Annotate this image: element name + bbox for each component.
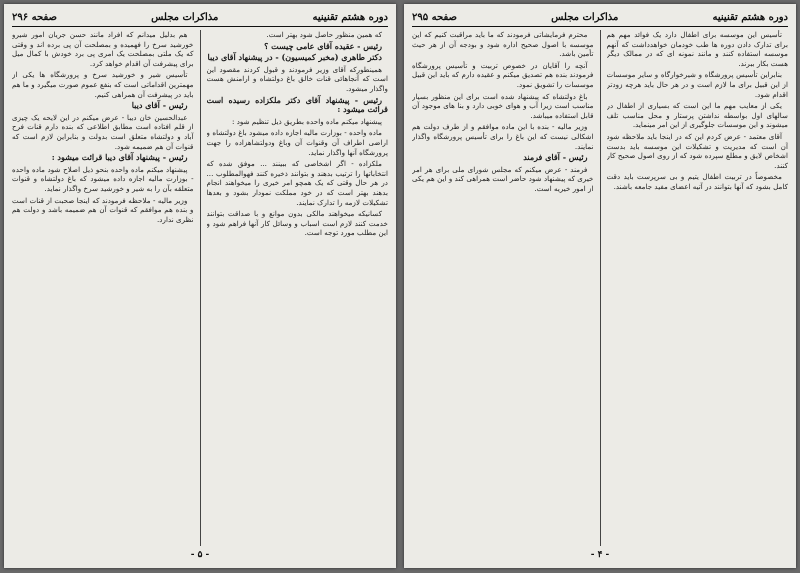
- right-title: مذاکرات مجلس: [551, 11, 619, 23]
- paragraph: آنچه را آقایان در خصوص تربیت و تأسیس پرورشگاه فرمودند بنده هم تصدیق میکنم و عقیده دارم که باید این قبیل موسسات را تشویق نمود.: [412, 60, 594, 89]
- paragraph: محترم فرمایشاتی فرمودند که ما باید مراقبت کنیم که این موسسه با اصول صحیح اداره شود و بودجه آن از هر حیث تأمین باشد.: [412, 30, 594, 59]
- left-page-number: صفحه ۲۹۶: [12, 11, 57, 23]
- left-page-footer: - ۵ -: [190, 550, 210, 560]
- column-divider: [200, 30, 201, 546]
- paragraph: باغ دولتشاه که پیشنهاد شده است برای این منظور بسیار مناسب است زیرا آب و هوای خوبی دارد و بنا های موجود آن قابل استفاده میباشد.: [412, 91, 594, 120]
- right-period-label: دوره هشتم تقنینیه: [712, 11, 788, 23]
- paragraph: رئیس - پیشنهاد آقای دکتر ملکزاده رسیده است قرائت میشود :: [206, 94, 388, 115]
- left-title: مذاکرات مجلس: [151, 11, 219, 23]
- paragraph: رئیس - آقای فرمند: [523, 152, 588, 163]
- paragraph: عبدالحسین خان دیبا - عرض میکنم در این لایحه یک چیزی از قلم افتاده است مطابق اطلاعی که بنده دارم قنات فرح آباد و دولتشاه متعلق است بدولت و بنابراین لازم است که قنوات آن هم ضمیمه شود.: [12, 112, 194, 151]
- column-divider: [600, 30, 601, 546]
- left-page: [4, 4, 396, 568]
- paragraph: تأسیس شیر و خورشید سرخ و پرورشگاه ها یکی از مهمترین اقداماتی است که بنفع عموم صورت میگیرد و ما هم باید در پیشرفت آن همراهی کنیم.: [12, 70, 194, 99]
- paragraph: رئیس - عقیده آقای عامی چیست ؟: [264, 40, 382, 51]
- left-period-label: دوره هشتم تقنینیه: [312, 11, 388, 23]
- paragraph: پیشنهاد میکنم ماده واحده بطریق ذیل تنظیم شود :: [231, 116, 382, 126]
- paragraph: بنابراین تأسیس پرورشگاه و شیرخوارگاه و سایر موسسات از این قبیل برای ما لازم است و در هر حال باید هرچه زودتر اقدام شود.: [606, 70, 788, 99]
- paragraph: پیشنهاد میکنم ماده واحده بنحو ذیل اصلاح شود ماده واحده - بوزارت مالیه اجازه داده میشود که باغ دولتشاه و قنوات متعلقه بآن را به شیر و خورشید سرخ واگذار نماید.: [12, 164, 194, 193]
- paragraph: دکتر طاهری (مخبر کمیسیون) - در پیشنهاد آقای دیبا: [207, 52, 382, 63]
- right-page-header: [412, 8, 788, 27]
- right-column-1: [607, 30, 789, 546]
- left-column-1: [207, 30, 389, 546]
- left-columns: [12, 30, 388, 546]
- paragraph: وزیر مالیه - ملاحظه فرمودند که اینجا صحبت از قنات است و بنده هم موافقم که قنوات آن هم ضمیمه باشد و دولت هم نظری ندارد.: [12, 195, 194, 224]
- right-page-number: صفحه ۲۹۵: [412, 11, 457, 23]
- paragraph: وزیر مالیه - بنده با این ماده موافقم و از طرف دولت هم اشکالی نیست که این باغ را برای تأسیس پرورشگاه واگذار نمایند.: [412, 122, 594, 151]
- paragraph: آقای معتمد - عرض کردم این که در اینجا باید ملاحظه شود آن است که مدیریت و تشکیلات این موسسه باید بدست اشخاص لایق و مطلع سپرده شود که از روی اصول صحیح کار کنند.: [606, 131, 788, 170]
- paragraph: همینطورکه آقای وزیر فرمودند و قبول کردند مقصود این است که آنجاهائی قنات خالق باغ دولتشاه و ارامنش هست واگذار میشود.: [206, 64, 388, 93]
- paragraph: ماده واحده - بوزارت مالیه اجازه داده میشود باغ دولتشاه و اراضی اطراف آن وقنوات آن وباغ ودولتشاهزاده را جهت پرورشگاه آنها واگذار نماید.: [206, 128, 388, 157]
- left-page-header: [12, 8, 388, 27]
- left-column-2: [12, 30, 194, 546]
- paragraph: ملکزاده - اگر اشخاصی که ببینند ... موفق شده که انتخاباتها را ترتیب بدهند و بتوانند ذخیره کنند فهوالمطلوب ... در هر حال وقتی که یک همچو امر خیری را میخواهند انجام بدهند بهتر است که در خود مملکت نمودار بشود و بعدها تشکیلات لازمه را تدارک نمایند.: [206, 159, 388, 207]
- paragraph: که همین منظور حاصل شود بهتر است.: [266, 30, 382, 39]
- paragraph: رئیس - آقای دیبا: [131, 100, 188, 111]
- right-column-2: [412, 30, 594, 546]
- right-columns: [412, 30, 788, 546]
- paragraph: یکی از معایب مهم ما این است که بسیاری از اطفال در سالهای اول بواسطه نداشتن پرستار و محل مناسب تلف میشوند و این موسسات جلوگیری از این امر مینماید.: [606, 101, 788, 130]
- paragraph: مخصوصاً در تربیت اطفال یتیم و بی سرپرست باید دقت کامل بشود که آنها بتوانند در آتیه اعضای مفید جامعه باشند.: [606, 172, 788, 191]
- paragraph: هم بدلیل میدانم که افراد مانند حسن جریان امور شیرو خورشید سرخ را فهمیده و بمصلحت آن پی برده اند و وقتی که یک ملتی بمصلحت یک امری پی برد خودش با کمال میل برای پیشرفت آن اقدام خواهد کرد.: [12, 30, 194, 68]
- paragraph: کسانیکه میخواهند مالکی بدون موانع و با صداقت بتوانند خدمت کنند لازم است اسباب و وسائل کار آنها فراهم شود و این مطلب مورد توجه است.: [206, 209, 388, 238]
- right-page: [404, 4, 796, 568]
- paragraph: رئیس - پیشنهاد آقای دیبا قرائت میشود :: [51, 152, 188, 163]
- paragraph: تأسیس این موسسه برای اطفال دارد یک فوائد مهم هم برای تدارک دادن دوره ها طب خودمان خواهدداشت که آنهم موسسه استفاده کنند و مانند نمونه ای که در ممالک دیگر هست بکار ببرند.: [606, 30, 788, 68]
- right-page-footer: - ۴ -: [590, 550, 610, 560]
- paragraph: فرمند - عرض میکنم که مجلس شورای ملی برای هر امر خیری که پیشنهاد شود حاضر است همراهی کند و این هم یکی از امور خیریه است.: [412, 164, 594, 193]
